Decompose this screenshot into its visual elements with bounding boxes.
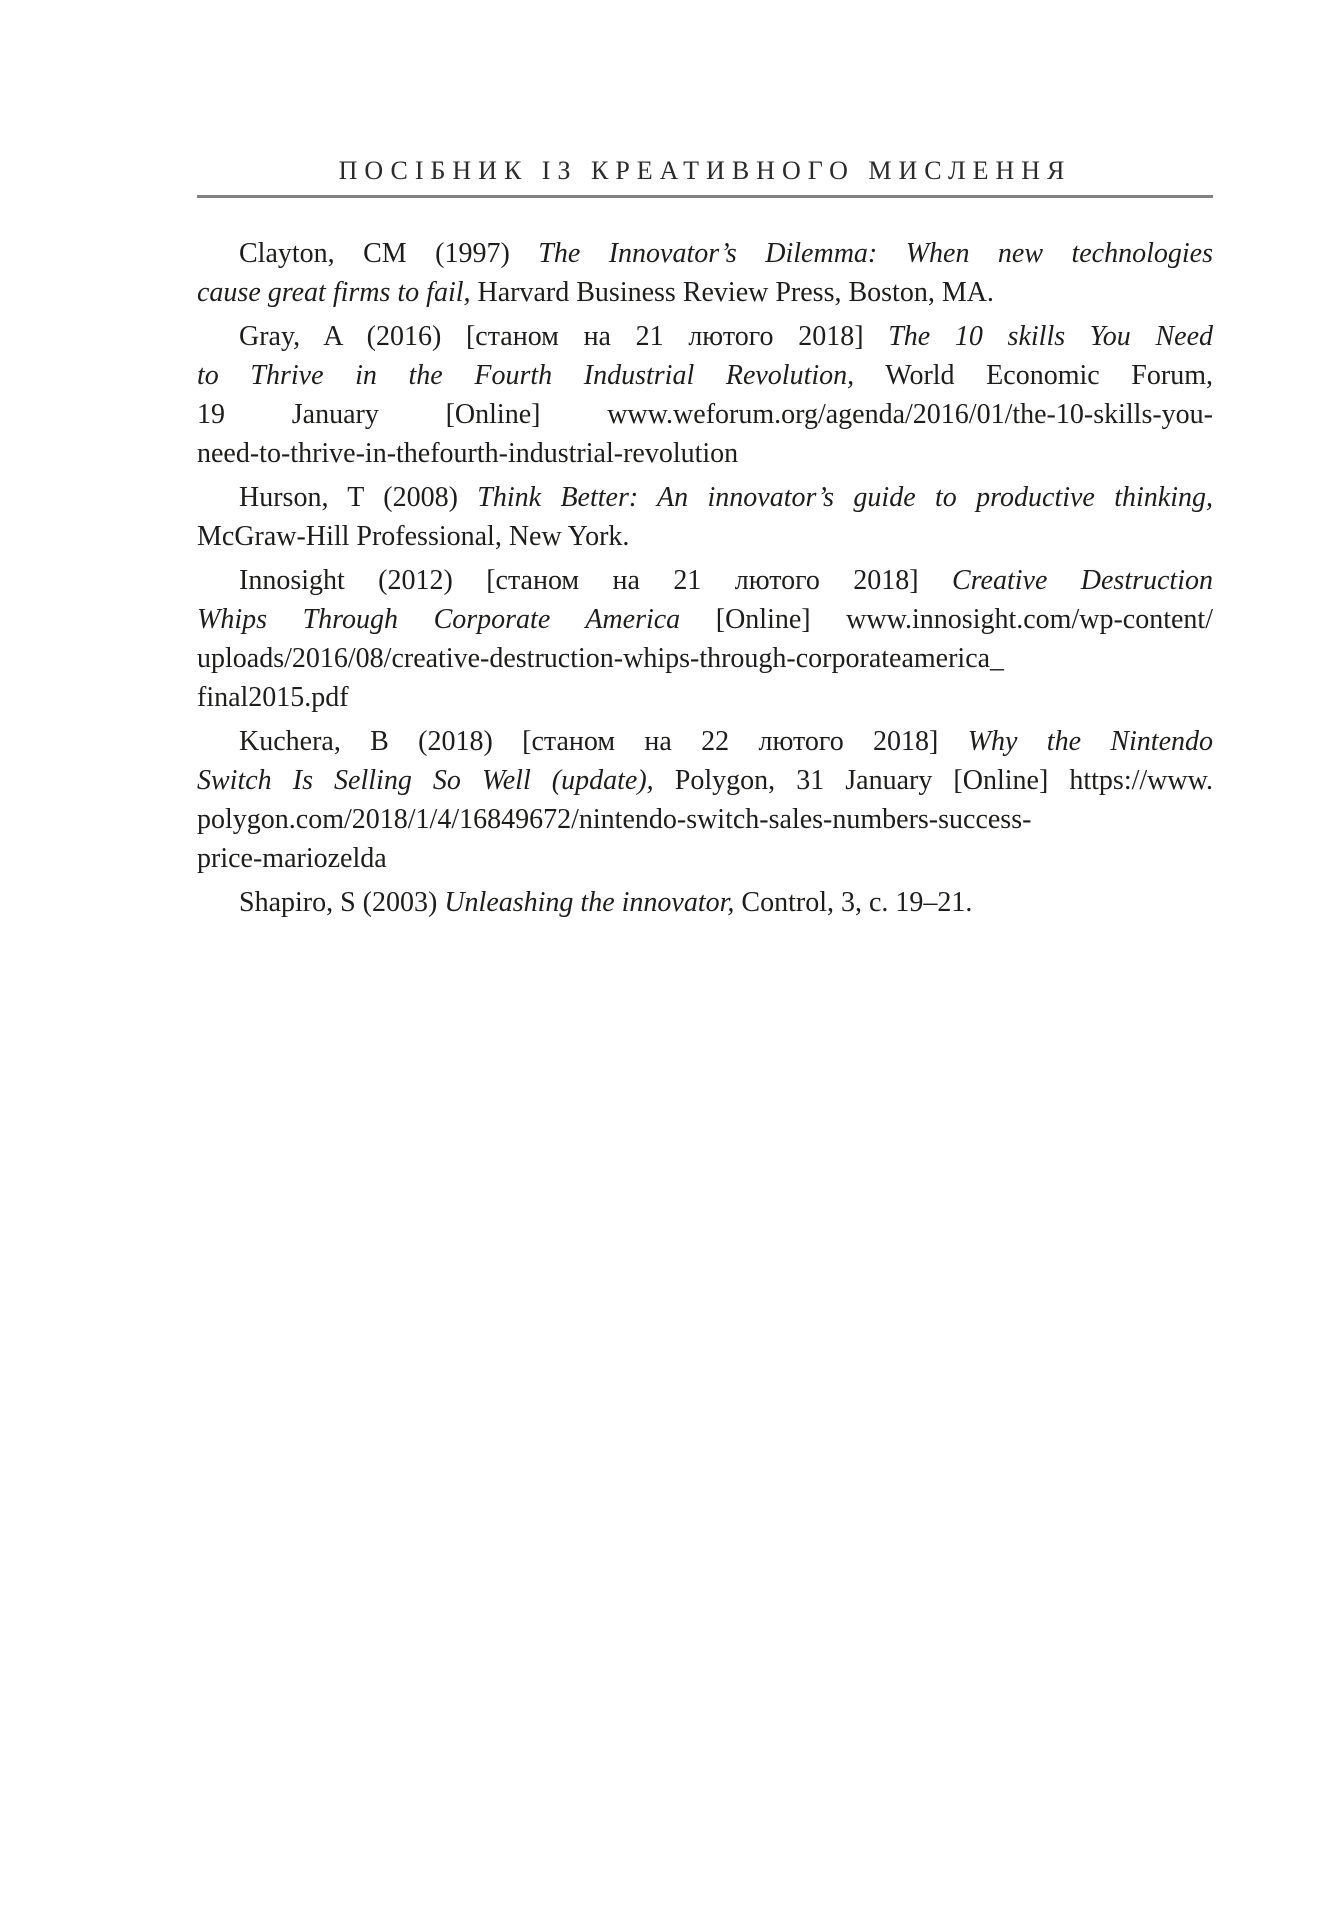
reference-text-segment: Creative Destruction	[952, 565, 1213, 596]
reference-text-segment: price-mariozelda	[197, 843, 387, 874]
reference-line	[197, 639, 1213, 678]
reference-text-segment: Unleashing the innovator,	[444, 887, 735, 918]
reference-line	[197, 234, 1213, 273]
reference-line	[197, 883, 1213, 922]
reference-line	[197, 561, 1213, 600]
reference-line	[197, 678, 1213, 717]
reference-text-segment: to Thrive in the Fourth Industrial Revolution,	[197, 360, 855, 391]
header-rule	[197, 195, 1213, 198]
reference-text-segment: The Innovator’s Dilemma: When new technologies	[538, 238, 1213, 269]
reference-text-segment: 19 January [Online] www.weforum.org/agenda/2016/01/the-10-skills-you-	[197, 399, 1213, 430]
reference-entry	[197, 561, 1213, 717]
reference-entry	[197, 234, 1213, 312]
reference-text-segment: [Online] www.innosight.com/wp-content/	[680, 604, 1213, 635]
reference-line	[197, 761, 1213, 800]
reference-line	[197, 434, 1213, 473]
reference-text-segment: need-to-thrive-in-thefourth-industrial-revolution	[197, 438, 739, 469]
reference-text-segment: final2015.pdf	[197, 682, 349, 713]
reference-text-segment: Why the Nintendo	[967, 726, 1213, 757]
reference-line	[197, 800, 1213, 839]
reference-line	[197, 722, 1213, 761]
reference-text-segment: Whips Through Corporate America	[197, 604, 681, 635]
reference-line	[197, 395, 1213, 434]
reference-entry	[197, 883, 1213, 922]
reference-line	[197, 600, 1213, 639]
reference-line	[197, 478, 1213, 517]
reference-text-segment: Shapiro, S (2003)	[239, 887, 445, 918]
reference-entry	[197, 317, 1213, 473]
reference-entry	[197, 722, 1213, 878]
reference-text-segment: Think Better: An innovator’s guide to productive thinking,	[477, 482, 1213, 513]
reference-text-segment: polygon.com/2018/1/4/16849672/nintendo-switch-sales-numbers-success-	[197, 804, 1032, 835]
reference-text-segment: Switch Is Selling So Well (update),	[197, 765, 654, 796]
reference-line	[197, 517, 1213, 556]
reference-text-segment: Innosight (2012) [станом на 21 лютого 2018]	[239, 565, 953, 596]
reference-text-segment: Hurson, T (2008)	[239, 482, 478, 513]
reference-text-segment: The 10 skills You Need	[888, 321, 1214, 352]
reference-line	[197, 317, 1213, 356]
reference-line	[197, 273, 1213, 312]
references-list	[197, 234, 1213, 927]
reference-text-segment: Harvard Business Review Press, Boston, MA.	[470, 277, 994, 308]
running-header: ПОСІБНИК ІЗ КРЕАТИВНОГО МИСЛЕННЯ	[338, 156, 1072, 185]
reference-text-segment: World Economic Forum,	[854, 360, 1213, 391]
reference-entry	[197, 478, 1213, 556]
reference-text-segment: Clayton, CM (1997)	[239, 238, 539, 269]
reference-text-segment: uploads/2016/08/creative-destruction-whips-through-corporateamerica_	[197, 643, 1005, 674]
reference-line	[197, 839, 1213, 878]
reference-text-segment: Kuchera, B (2018) [станом на 22 лютого 2018]	[239, 726, 968, 757]
reference-text-segment: Control, 3, с. 19–21.	[734, 887, 973, 918]
reference-text-segment: Polygon, 31 January [Online] https://www.	[653, 765, 1214, 796]
reference-text-segment: McGraw-Hill Professional, New York.	[197, 521, 630, 552]
reference-line	[197, 356, 1213, 395]
reference-text-segment: cause great firms to fail,	[197, 277, 471, 308]
reference-text-segment: Gray, A (2016) [станом на 21 лютого 2018]	[239, 321, 889, 352]
